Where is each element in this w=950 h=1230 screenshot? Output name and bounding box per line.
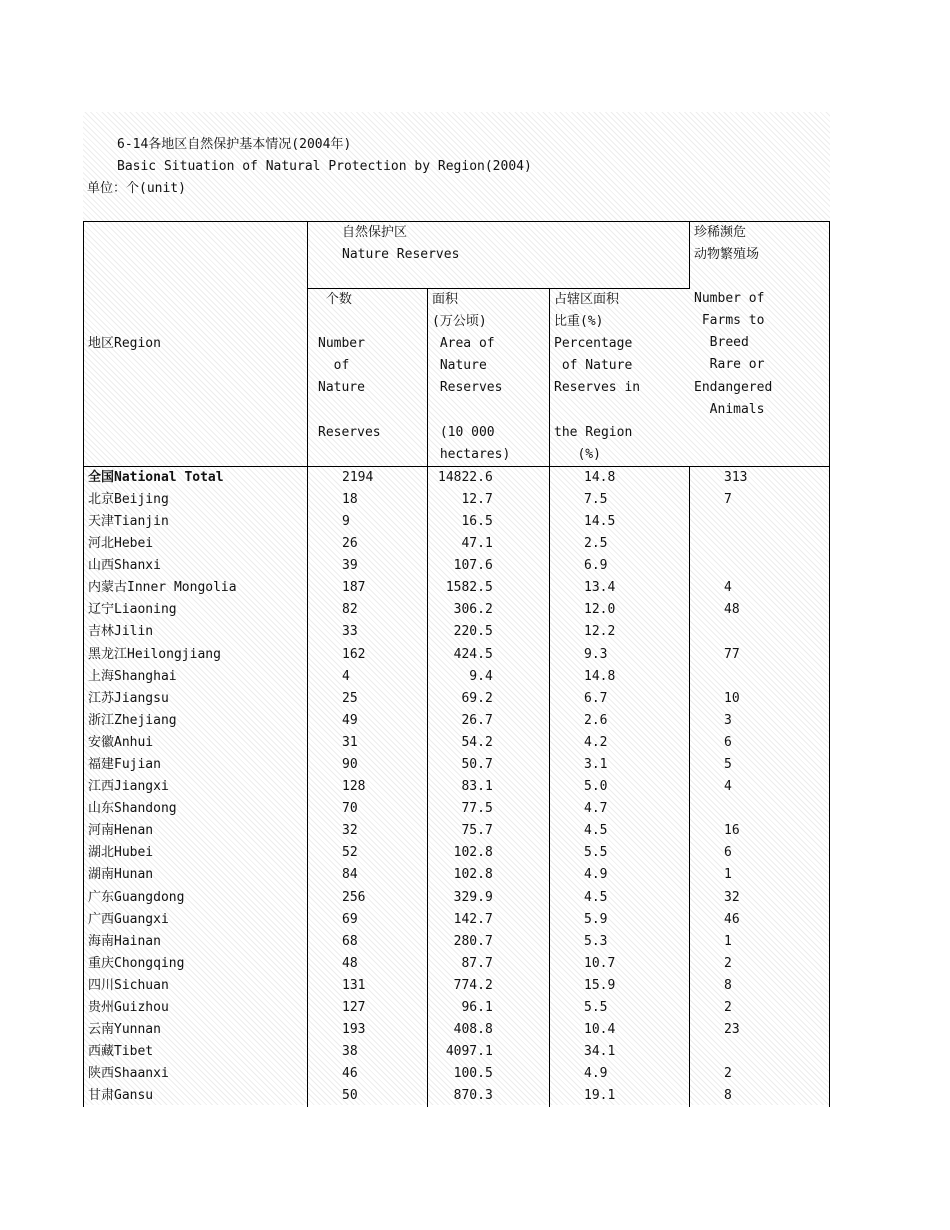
pct-cell: 2.6 — [550, 710, 690, 732]
farms-cell — [690, 1041, 830, 1063]
count-cell: 4 — [308, 666, 428, 688]
farms-cell — [690, 555, 830, 577]
table-row — [84, 820, 830, 842]
area-cell: 329.9 — [428, 887, 550, 909]
table-row — [84, 599, 830, 621]
area-cell: 280.7 — [428, 931, 550, 953]
count-cell: 193 — [308, 1019, 428, 1041]
table-row — [84, 909, 830, 931]
table-row — [84, 887, 830, 909]
farms-cell: 32 — [690, 887, 830, 909]
pct-cell: 5.3 — [550, 931, 690, 953]
table-row — [84, 754, 830, 776]
region-cell: 云南Yunnan — [84, 1019, 308, 1041]
farms-cell: 1 — [690, 931, 830, 953]
pct-cell: 13.4 — [550, 577, 690, 599]
pct-cell: 14.8 — [550, 466, 690, 489]
area-cell: 14822.6 — [428, 466, 550, 489]
farms-cell: 4 — [690, 776, 830, 798]
farms-cell: 46 — [690, 909, 830, 931]
count-cell: 48 — [308, 953, 428, 975]
region-cell: 江西Jiangxi — [84, 776, 308, 798]
table-row — [84, 621, 830, 643]
table-row — [84, 931, 830, 953]
pct-cell: 12.2 — [550, 621, 690, 643]
area-cell: 69.2 — [428, 688, 550, 710]
pct-cell: 4.9 — [550, 864, 690, 886]
table-row — [84, 710, 830, 732]
region-cell: 辽宁Liaoning — [84, 599, 308, 621]
count-cell: 68 — [308, 931, 428, 953]
header-pct: 占辖区面积 比重(%) Percentage of Nature Reserves in the Region (%) — [550, 289, 690, 467]
pct-cell: 4.5 — [550, 887, 690, 909]
unit-label: 单位：个(unit) — [87, 181, 186, 196]
table-row — [84, 975, 830, 997]
count-cell: 256 — [308, 887, 428, 909]
farms-cell: 313 — [690, 466, 830, 489]
farms-cell — [690, 666, 830, 688]
area-cell: 107.6 — [428, 555, 550, 577]
header-nature-reserves — [308, 222, 690, 289]
pct-cell: 5.0 — [550, 776, 690, 798]
region-cell: 四川Sichuan — [84, 975, 308, 997]
count-cell: 32 — [308, 820, 428, 842]
pct-cell: 15.9 — [550, 975, 690, 997]
table-row — [84, 1019, 830, 1041]
area-cell: 4097.1 — [428, 1041, 550, 1063]
farms-cell: 8 — [690, 1085, 830, 1107]
area-cell: 87.7 — [428, 953, 550, 975]
region-cell: 西藏Tibet — [84, 1041, 308, 1063]
region-cell: 河北Hebei — [84, 533, 308, 555]
region-cell: 天津Tianjin — [84, 511, 308, 533]
title-en: Basic Situation of Natural Protection by Region(2004) — [117, 159, 532, 174]
header-nature-reserves-en: Nature Reserves — [342, 247, 460, 263]
pct-cell: 3.1 — [550, 754, 690, 776]
region-cell: 浙江Zhejiang — [84, 710, 308, 732]
header-farms — [690, 222, 830, 467]
farms-cell: 2 — [690, 953, 830, 975]
table-row — [84, 666, 830, 688]
table-row — [84, 842, 830, 864]
farms-cell: 10 — [690, 688, 830, 710]
region-cell: 全国National Total — [84, 466, 308, 489]
region-cell: 甘肃Gansu — [84, 1085, 308, 1107]
pct-cell: 10.4 — [550, 1019, 690, 1041]
farms-cell — [690, 621, 830, 643]
area-cell: 96.1 — [428, 997, 550, 1019]
pct-cell: 7.5 — [550, 489, 690, 511]
pct-cell: 12.0 — [550, 599, 690, 621]
count-cell: 46 — [308, 1063, 428, 1085]
header-count: 个数 Number of Nature Reserves — [308, 289, 428, 467]
count-cell: 127 — [308, 997, 428, 1019]
pct-cell: 6.7 — [550, 688, 690, 710]
area-cell: 26.7 — [428, 710, 550, 732]
region-cell: 山西Shanxi — [84, 555, 308, 577]
header-farms-cn: 珍稀濒危 动物繁殖场 — [694, 225, 760, 263]
area-cell: 102.8 — [428, 842, 550, 864]
region-cell: 陕西Shaanxi — [84, 1063, 308, 1085]
area-cell: 102.8 — [428, 864, 550, 886]
table-row — [84, 511, 830, 533]
table-row — [84, 489, 830, 511]
table-row — [84, 1085, 830, 1107]
region-cell: 北京Beijing — [84, 489, 308, 511]
farms-cell: 23 — [690, 1019, 830, 1041]
region-cell: 贵州Guizhou — [84, 997, 308, 1019]
area-cell: 16.5 — [428, 511, 550, 533]
pct-cell: 14.8 — [550, 666, 690, 688]
farms-cell — [690, 533, 830, 555]
table-row — [84, 555, 830, 577]
reserves-table — [83, 221, 830, 1107]
count-cell: 18 — [308, 489, 428, 511]
pct-cell: 4.2 — [550, 732, 690, 754]
region-cell: 广西Guangxi — [84, 909, 308, 931]
count-cell: 187 — [308, 577, 428, 599]
table-row — [84, 466, 830, 489]
header-region: 地区Region — [84, 222, 308, 467]
table-row — [84, 1041, 830, 1063]
pct-cell: 5.5 — [550, 842, 690, 864]
area-cell: 83.1 — [428, 776, 550, 798]
pct-cell: 4.5 — [550, 820, 690, 842]
region-cell: 黑龙江Heilongjiang — [84, 644, 308, 666]
region-cell: 福建Fujian — [84, 754, 308, 776]
table-row — [84, 644, 830, 666]
count-cell: 69 — [308, 909, 428, 931]
area-cell: 75.7 — [428, 820, 550, 842]
count-cell: 84 — [308, 864, 428, 886]
farms-cell: 1 — [690, 864, 830, 886]
region-cell: 重庆Chongqing — [84, 953, 308, 975]
count-cell: 49 — [308, 710, 428, 732]
table-row — [84, 688, 830, 710]
pct-cell: 2.5 — [550, 533, 690, 555]
area-cell: 47.1 — [428, 533, 550, 555]
area-cell: 774.2 — [428, 975, 550, 997]
count-cell: 131 — [308, 975, 428, 997]
table-row — [84, 732, 830, 754]
header-nature-reserves-cn: 自然保护区 — [342, 225, 408, 240]
area-cell: 1582.5 — [428, 577, 550, 599]
farms-cell: 2 — [690, 1063, 830, 1085]
region-cell: 吉林Jilin — [84, 621, 308, 643]
table-row — [84, 953, 830, 975]
count-cell: 50 — [308, 1085, 428, 1107]
count-cell: 128 — [308, 776, 428, 798]
farms-cell: 7 — [690, 489, 830, 511]
table-row — [84, 997, 830, 1019]
area-cell: 306.2 — [428, 599, 550, 621]
farms-cell: 77 — [690, 644, 830, 666]
count-cell: 70 — [308, 798, 428, 820]
region-cell: 广东Guangdong — [84, 887, 308, 909]
table-row — [84, 1063, 830, 1085]
table-row — [84, 577, 830, 599]
farms-cell: 6 — [690, 732, 830, 754]
count-cell: 26 — [308, 533, 428, 555]
farms-cell: 3 — [690, 710, 830, 732]
region-cell: 山东Shandong — [84, 798, 308, 820]
count-cell: 31 — [308, 732, 428, 754]
pct-cell: 9.3 — [550, 644, 690, 666]
area-cell: 50.7 — [428, 754, 550, 776]
farms-cell — [690, 511, 830, 533]
farms-cell: 5 — [690, 754, 830, 776]
region-cell: 海南Hainan — [84, 931, 308, 953]
region-cell: 江苏Jiangsu — [84, 688, 308, 710]
header-farms-en: Number of Farms to Breed Rare or Endangered Animals — [694, 291, 773, 417]
title-cn: 6-14各地区自然保护基本情况(2004年) — [117, 137, 352, 152]
pct-cell: 14.5 — [550, 511, 690, 533]
pct-cell: 19.1 — [550, 1085, 690, 1107]
area-cell: 870.3 — [428, 1085, 550, 1107]
area-cell: 220.5 — [428, 621, 550, 643]
area-cell: 142.7 — [428, 909, 550, 931]
area-cell: 12.7 — [428, 489, 550, 511]
count-cell: 25 — [308, 688, 428, 710]
region-cell: 安徽Anhui — [84, 732, 308, 754]
pct-cell: 5.5 — [550, 997, 690, 1019]
farms-cell: 2 — [690, 997, 830, 1019]
count-cell: 90 — [308, 754, 428, 776]
count-cell: 82 — [308, 599, 428, 621]
count-cell: 162 — [308, 644, 428, 666]
count-cell: 38 — [308, 1041, 428, 1063]
area-cell: 77.5 — [428, 798, 550, 820]
pct-cell: 6.9 — [550, 555, 690, 577]
area-cell: 9.4 — [428, 666, 550, 688]
table-row — [84, 776, 830, 798]
region-cell: 湖南Hunan — [84, 864, 308, 886]
farms-cell: 8 — [690, 975, 830, 997]
farms-cell: 6 — [690, 842, 830, 864]
farms-cell: 4 — [690, 577, 830, 599]
region-cell: 内蒙古Inner Mongolia — [84, 577, 308, 599]
pct-cell: 10.7 — [550, 953, 690, 975]
region-cell: 河南Henan — [84, 820, 308, 842]
pct-cell: 5.9 — [550, 909, 690, 931]
farms-cell: 16 — [690, 820, 830, 842]
table-row — [84, 533, 830, 555]
count-cell: 2194 — [308, 466, 428, 489]
table-row — [84, 798, 830, 820]
pct-cell: 4.9 — [550, 1063, 690, 1085]
area-cell: 408.8 — [428, 1019, 550, 1041]
farms-cell — [690, 798, 830, 820]
header-area: 面积 (万公顷) Area of Nature Reserves (10 000 hectares) — [428, 289, 550, 467]
pct-cell: 34.1 — [550, 1041, 690, 1063]
pct-cell: 4.7 — [550, 798, 690, 820]
region-cell: 湖北Hubei — [84, 842, 308, 864]
area-cell: 54.2 — [428, 732, 550, 754]
table-row — [84, 864, 830, 886]
area-cell: 100.5 — [428, 1063, 550, 1085]
count-cell: 52 — [308, 842, 428, 864]
count-cell: 33 — [308, 621, 428, 643]
farms-cell: 48 — [690, 599, 830, 621]
area-cell: 424.5 — [428, 644, 550, 666]
region-cell: 上海Shanghai — [84, 666, 308, 688]
count-cell: 9 — [308, 511, 428, 533]
count-cell: 39 — [308, 555, 428, 577]
